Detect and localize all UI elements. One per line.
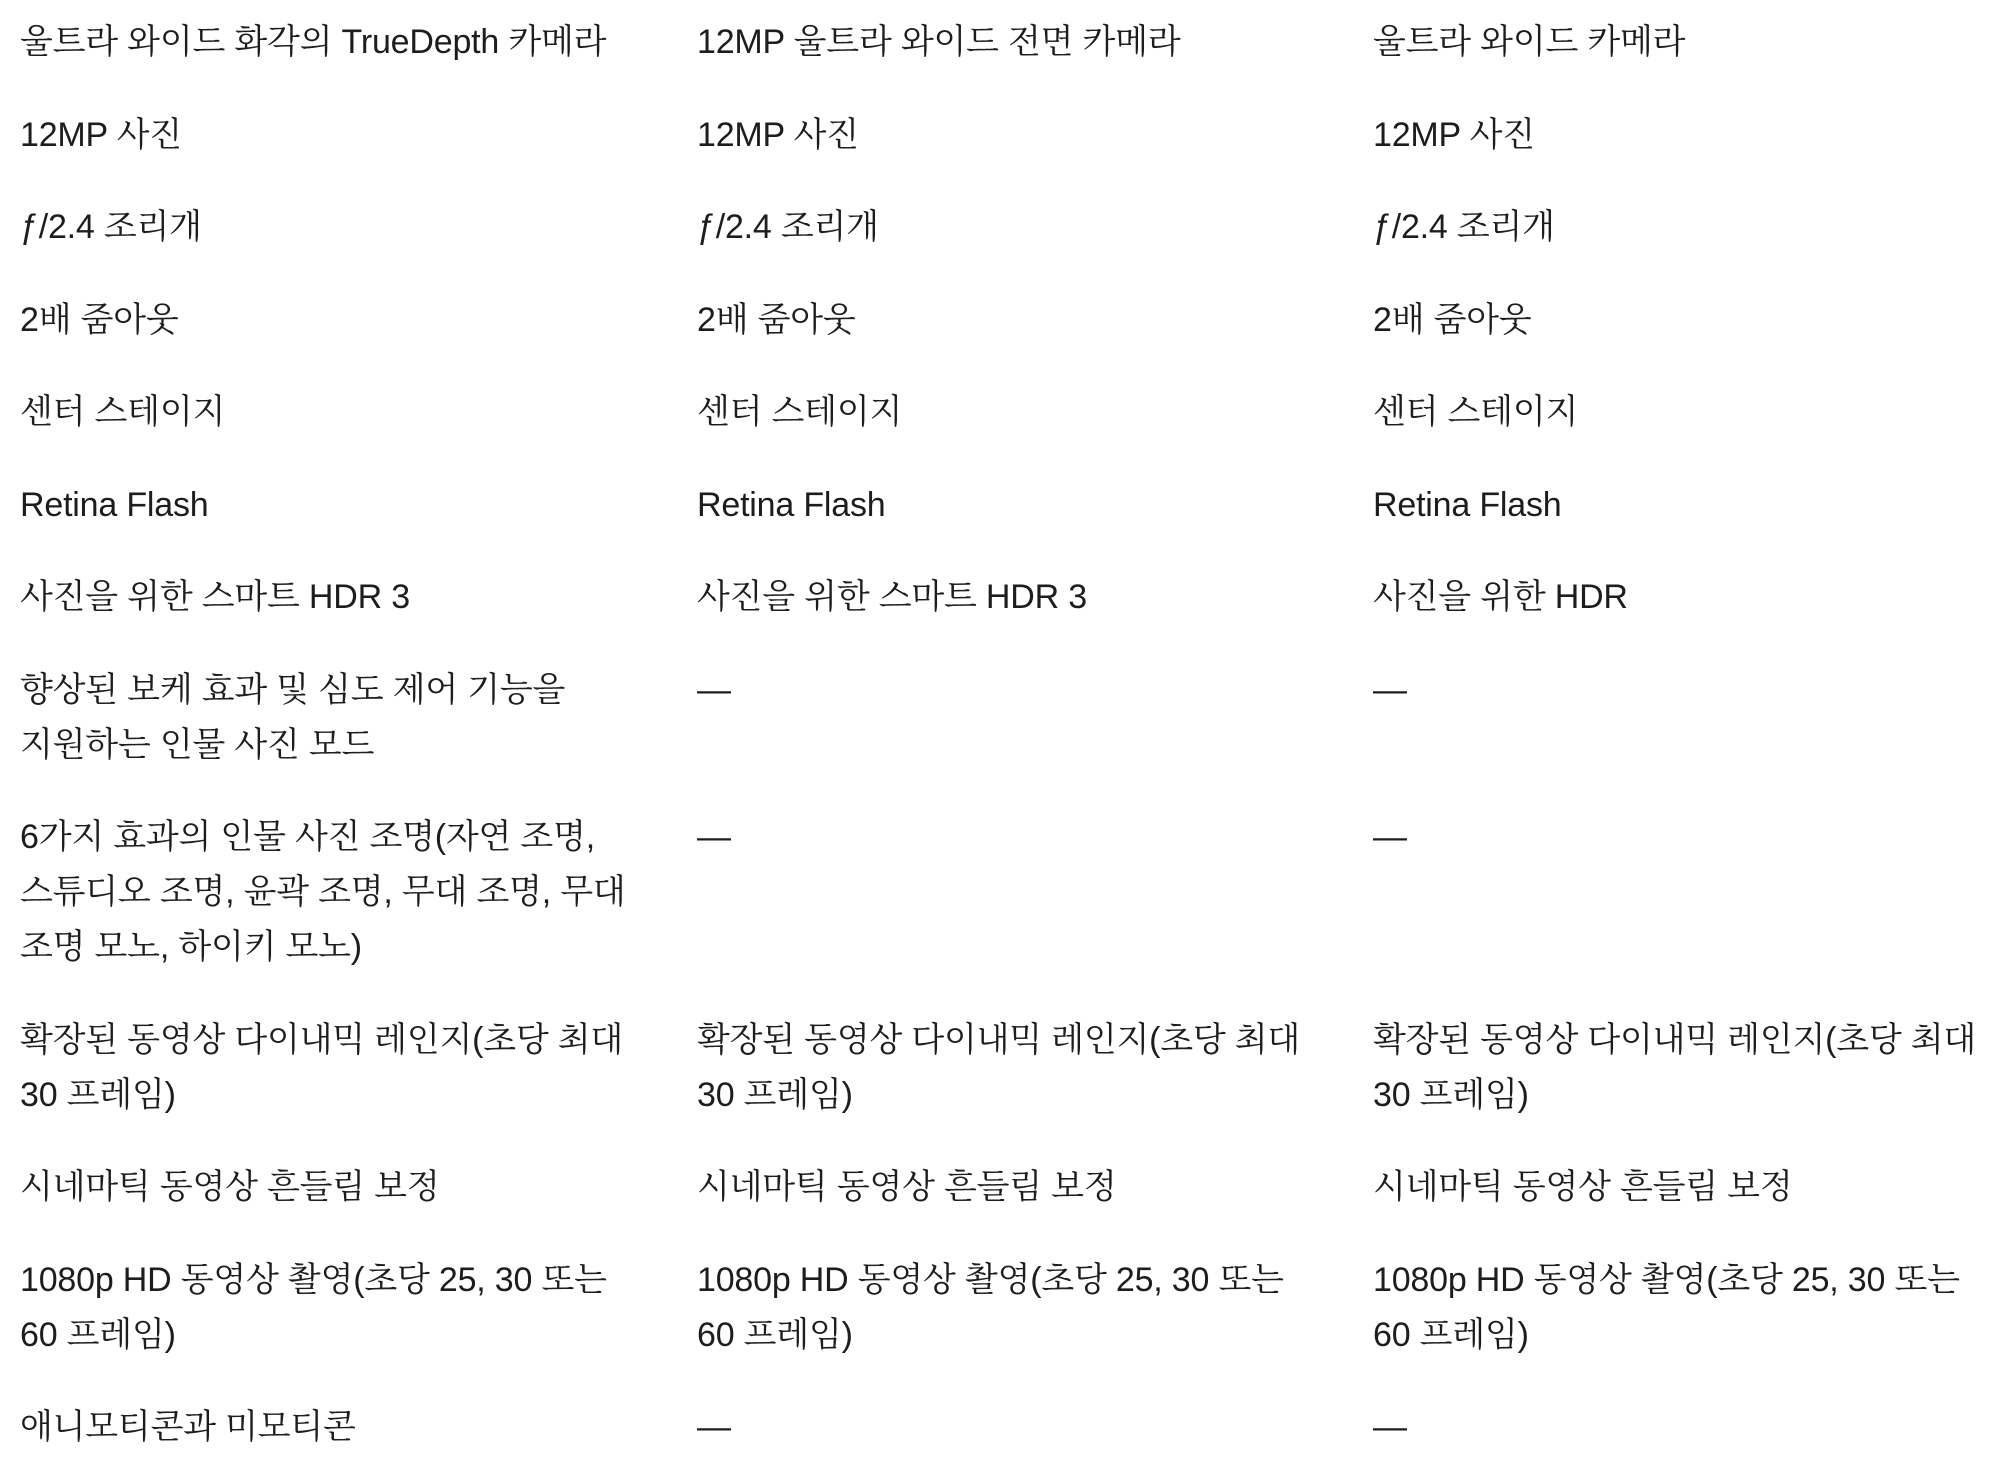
spec-row (20, 1013, 1998, 1123)
spec-cell: 애니모티콘과 미모티콘 (20, 1408, 356, 1446)
spec-row (20, 200, 1998, 255)
spec-cell: 확장된 동영상 다이내믹 레인지(초당 최대 30 프레임) (20, 1020, 624, 1114)
spec-cell: 울트라 와이드 화각의 TrueDepth 카메라 (20, 23, 607, 61)
spec-row (20, 810, 1998, 975)
spec-cell: 사진을 위한 스마트 HDR 3 (20, 578, 410, 616)
spec-row (20, 108, 1998, 163)
spec-cell: 1080p HD 동영상 촬영(초당 25, 30 또는 60 프레임) (1373, 1260, 1960, 1354)
spec-row (20, 1160, 1998, 1215)
spec-cell: 사진을 위한 스마트 HDR 3 (697, 578, 1087, 616)
spec-cell: Retina Flash (697, 485, 886, 524)
spec-row (20, 15, 1998, 70)
spec-cell: ƒ/2.4 조리개 (1373, 208, 1555, 246)
spec-cell: 센터 스테이지 (20, 393, 226, 431)
spec-cell: 12MP 사진 (697, 115, 859, 154)
spec-row (20, 1400, 1998, 1455)
spec-cell: 1080p HD 동영상 촬영(초당 25, 30 또는 60 프레임) (20, 1260, 607, 1354)
spec-cell: — (697, 1408, 731, 1446)
spec-cell: 시네마틱 동영상 흔들림 보정 (20, 1168, 440, 1206)
spec-cell: 1080p HD 동영상 촬영(초당 25, 30 또는 60 프레임) (697, 1260, 1284, 1354)
spec-cell: 센터 스테이지 (697, 393, 903, 431)
spec-cell: 12MP 사진 (1373, 115, 1535, 154)
spec-row (20, 570, 1998, 625)
spec-cell: 센터 스테이지 (1373, 393, 1579, 431)
spec-cell: ƒ/2.4 조리개 (20, 208, 202, 246)
spec-cell: — (1373, 670, 1407, 709)
spec-row (20, 478, 1998, 533)
spec-row (20, 385, 1998, 440)
spec-cell: 2배 줌아웃 (697, 300, 856, 339)
spec-cell: 확장된 동영상 다이내믹 레인지(초당 최대 30 프레임) (697, 1020, 1301, 1114)
spec-cell: — (697, 670, 731, 709)
spec-cell: 12MP 사진 (20, 115, 182, 154)
spec-cell: ƒ/2.4 조리개 (697, 208, 879, 246)
spec-row (20, 663, 1998, 773)
spec-cell: — (1373, 818, 1407, 856)
spec-cell: — (1373, 1408, 1407, 1446)
spec-cell: — (697, 818, 731, 856)
spec-cell: 시네마틱 동영상 흔들림 보정 (1373, 1168, 1793, 1206)
spec-cell: 6가지 효과의 인물 사진 조명(자연 조명, 스튜디오 조명, 윤곽 조명, 무대 조명, 무대 조명 모노, 하이키 모노) (20, 818, 626, 966)
spec-cell: 울트라 와이드 카메라 (1373, 23, 1686, 61)
spec-cell: 사진을 위한 HDR (1373, 578, 1628, 616)
spec-cell: 시네마틱 동영상 흔들림 보정 (697, 1168, 1117, 1206)
spec-row (20, 293, 1998, 348)
spec-cell: 향상된 보케 효과 및 심도 제어 기능을 지원하는 인물 사진 모드 (20, 670, 566, 764)
spec-cell: 2배 줌아웃 (20, 300, 179, 339)
spec-cell: Retina Flash (1373, 485, 1562, 524)
spec-cell: Retina Flash (20, 485, 209, 524)
spec-row (20, 1253, 1998, 1363)
spec-cell: 확장된 동영상 다이내믹 레인지(초당 최대 30 프레임) (1373, 1020, 1977, 1114)
spec-cell: 2배 줌아웃 (1373, 300, 1532, 339)
spec-cell: 12MP 울트라 와이드 전면 카메라 (697, 23, 1181, 61)
